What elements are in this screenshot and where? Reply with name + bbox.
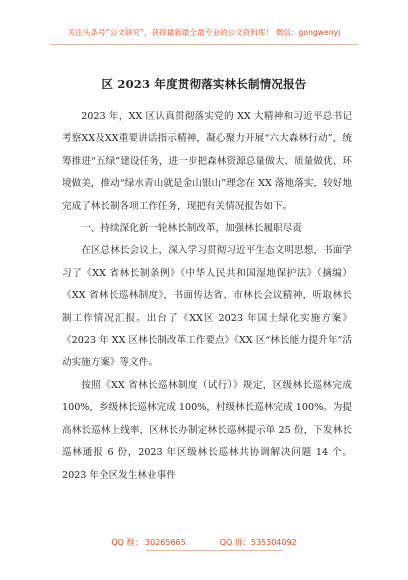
paragraph: 在区总林长会议上，深入学习贯彻习近平生态文明思想，书面学习了《XX 省林长制条例》《中华人民共和国湿地保护法》（摘编）《XX 省林长巡林制度》，书面传达省、市林长会议精神，听取林长制工作情况汇报。出台了《XX区 2023 年国土绿化实施方案》《2023 年 XX 区林长制改革工作要点》《XX 区“林长能力提升年”活动实施方案》等文件。 <box>62 245 352 369</box>
footer-divider <box>146 550 282 551</box>
paragraph: 按照《XX 省林长巡林制度（试行）》规定，区级林长巡林完成 100%，乡级林长巡林完成 100%，村级林长巡林完成 100%。为提高林长巡林上线率，区林长办制定林长巡林提示单 25 份，下发林长巡林通报 6 份，2023 年区级林长巡林共协调解决问题 14 个。2023 年全区发生林业事件 <box>62 379 352 481</box>
qq-group-1: QQ 群： 30265665 <box>111 538 186 547</box>
page-footer <box>0 537 408 548</box>
page-header-note: 关注头条号“公文研究”，获得最新最全最专业的公文资料库！ 微信：gongwenyj <box>67 28 341 37</box>
paragraph: 2023 年，XX 区认真贯彻落实党的 XX 大精神和习近平总书记考察XX及XX重要讲话指示精神，凝心聚力开展“六大森林行动”，统筹推进“五绿”建设任务，进一步把森林资源总量做大、质量做优、环境做美，推动“绿水青山就是金山银山”理念在 XX 落地落实，较好地完成了林长制各项工作任务，现把有关情况报告如下。 <box>62 111 352 212</box>
qq-group-2: QQ 群：535304092 <box>219 538 297 547</box>
document-body <box>62 106 352 487</box>
document-title: 区 2023 年度贯彻落实林长制情况报告 <box>101 77 307 91</box>
section-heading: 一、持续深化新一轮林长制改革，加强林长履职尽责 <box>81 223 302 235</box>
header-divider <box>50 44 358 45</box>
